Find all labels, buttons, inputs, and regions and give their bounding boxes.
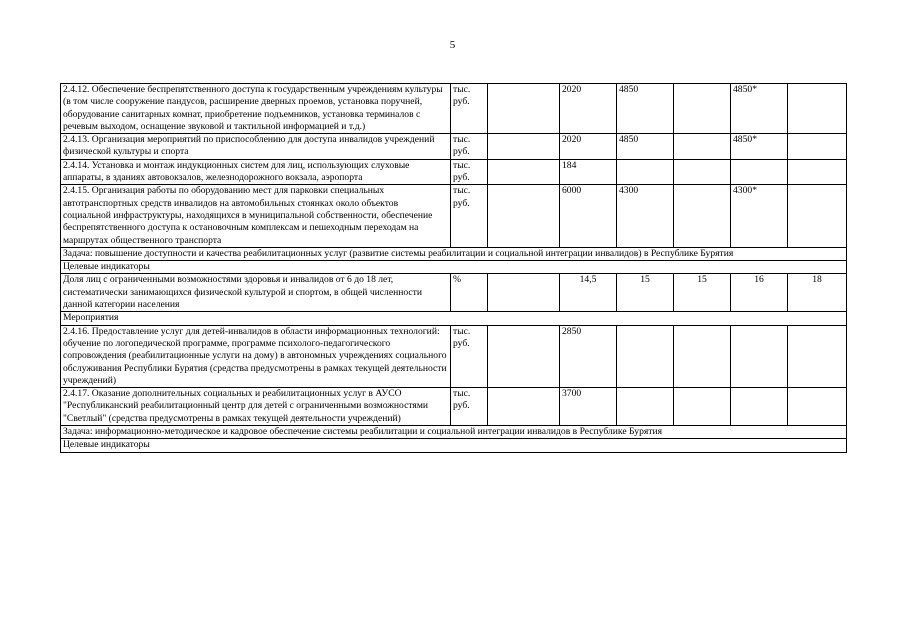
value-cell: 3700 <box>560 388 617 426</box>
row-unit: тыс. руб. <box>451 159 488 185</box>
value-cell: 18 <box>788 274 847 312</box>
value-cell <box>788 325 847 387</box>
table-row <box>61 134 847 160</box>
row-description: 2.4.13. Организация мероприятий по приспособлению для доступа инвалидов учреждений физической культуры и спорта <box>61 134 451 160</box>
row-unit: тыс. руб. <box>451 388 488 426</box>
value-cell <box>674 388 731 426</box>
value-cell <box>488 159 560 185</box>
value-cell <box>488 325 560 387</box>
value-cell: 14,5 <box>560 274 617 312</box>
value-cell: 4850* <box>731 134 788 160</box>
value-cell: 4300* <box>731 185 788 247</box>
row-description: Доля лиц с ограниченными возможностями здоровья и инвалидов от 6 до 18 лет, систематически занимающихся физической культурой и спортом, в общей численности данной категории населения <box>61 274 451 312</box>
value-cell <box>674 185 731 247</box>
section-row <box>61 439 847 452</box>
section-row <box>61 312 847 325</box>
section-label: Задача: повышение доступности и качества реабилитационных услуг (развитие системы реабилитации и социальной интеграции инвалидов) в Республике Бурятия <box>61 247 847 260</box>
row-unit: тыс. руб. <box>451 325 488 387</box>
value-cell <box>617 388 674 426</box>
value-cell <box>488 274 560 312</box>
value-cell: 4850 <box>617 134 674 160</box>
row-unit: тыс. руб. <box>451 185 488 247</box>
value-cell <box>731 159 788 185</box>
section-row <box>61 247 847 260</box>
value-cell <box>488 84 560 134</box>
value-cell <box>488 185 560 247</box>
table-row <box>61 388 847 426</box>
value-cell: 2850 <box>560 325 617 387</box>
row-description: 2.4.12. Обеспечение беспрепятственного доступа к государственным учреждениям культуры (в том числе сооружение пандусов, расширение дверных проемов, установка поручней, оборудование санитарных комнат, приобретение подъемников, установка терминалов с речевым выходом, оснащение звуковой и тактильной информацией и т.д.) <box>61 84 451 134</box>
row-description: 2.4.14. Установка и монтаж индукционных систем для лиц, использующих слуховые аппараты, в зданиях автовокзалов, железнодорожного вокзала, аэропорта <box>61 159 451 185</box>
value-cell: 4850 <box>617 84 674 134</box>
table-row <box>61 159 847 185</box>
value-cell <box>788 134 847 160</box>
value-cell <box>674 84 731 134</box>
program-table <box>60 83 847 453</box>
value-cell: 15 <box>674 274 731 312</box>
value-cell: 2020 <box>560 84 617 134</box>
row-unit: тыс. руб. <box>451 134 488 160</box>
value-cell: 15 <box>617 274 674 312</box>
table-body <box>61 84 847 453</box>
section-row <box>61 426 847 439</box>
section-label: Мероприятия <box>61 312 847 325</box>
section-label: Задача: информационно-методическое и кадровое обеспечение системы реабилитации и социальной интеграции инвалидов в Республике Бурятия <box>61 426 847 439</box>
value-cell <box>788 159 847 185</box>
row-unit: % <box>451 274 488 312</box>
value-cell <box>488 388 560 426</box>
value-cell <box>731 325 788 387</box>
value-cell <box>674 325 731 387</box>
section-row <box>61 261 847 274</box>
value-cell: 184 <box>560 159 617 185</box>
value-cell <box>488 134 560 160</box>
row-description: 2.4.17. Оказание дополнительных социальных и реабилитационных услуг в АУСО "Республиканский реабилитационный центр для детей с ограниченными возможностями "Светлый" (средства предусмотрены в рамках текущей деятельности учреждений) <box>61 388 451 426</box>
table-row <box>61 84 847 134</box>
value-cell <box>674 159 731 185</box>
section-label: Целевые индикаторы <box>61 261 847 274</box>
row-description: 2.4.16. Предоставление услуг для детей-инвалидов в области информационных технологий: обучение по логопедической программе, программе психолого-педагогического сопровождения (реабилитационные услуги на дому) в автономных учреждениях социального обслуживания Республики Бурятия (средства предусмотрены в рамках текущей деятельности учреждений) <box>61 325 451 387</box>
value-cell <box>788 84 847 134</box>
section-label: Целевые индикаторы <box>61 439 847 452</box>
table-row <box>61 274 847 312</box>
row-description: 2.4.15. Организация работы по оборудованию мест для парковки специальных автотранспортных средств инвалидов на автомобильных стоянках около объектов социальной инфраструктуры, находящихся в муниципальной собственности, обеспечение беспрепятственного доступа к остановочным комплексам и пешеходным переходам на маршрутах общественного транспорта <box>61 185 451 247</box>
value-cell: 4850* <box>731 84 788 134</box>
value-cell <box>617 325 674 387</box>
value-cell: 4300 <box>617 185 674 247</box>
value-cell <box>788 185 847 247</box>
row-unit: тыс. руб. <box>451 84 488 134</box>
page-number: 5 <box>449 39 456 51</box>
value-cell: 2020 <box>560 134 617 160</box>
value-cell <box>617 159 674 185</box>
value-cell: 6000 <box>560 185 617 247</box>
value-cell <box>674 134 731 160</box>
value-cell <box>788 388 847 426</box>
value-cell: 16 <box>731 274 788 312</box>
table-row <box>61 325 847 387</box>
table-row <box>61 185 847 247</box>
value-cell <box>731 388 788 426</box>
